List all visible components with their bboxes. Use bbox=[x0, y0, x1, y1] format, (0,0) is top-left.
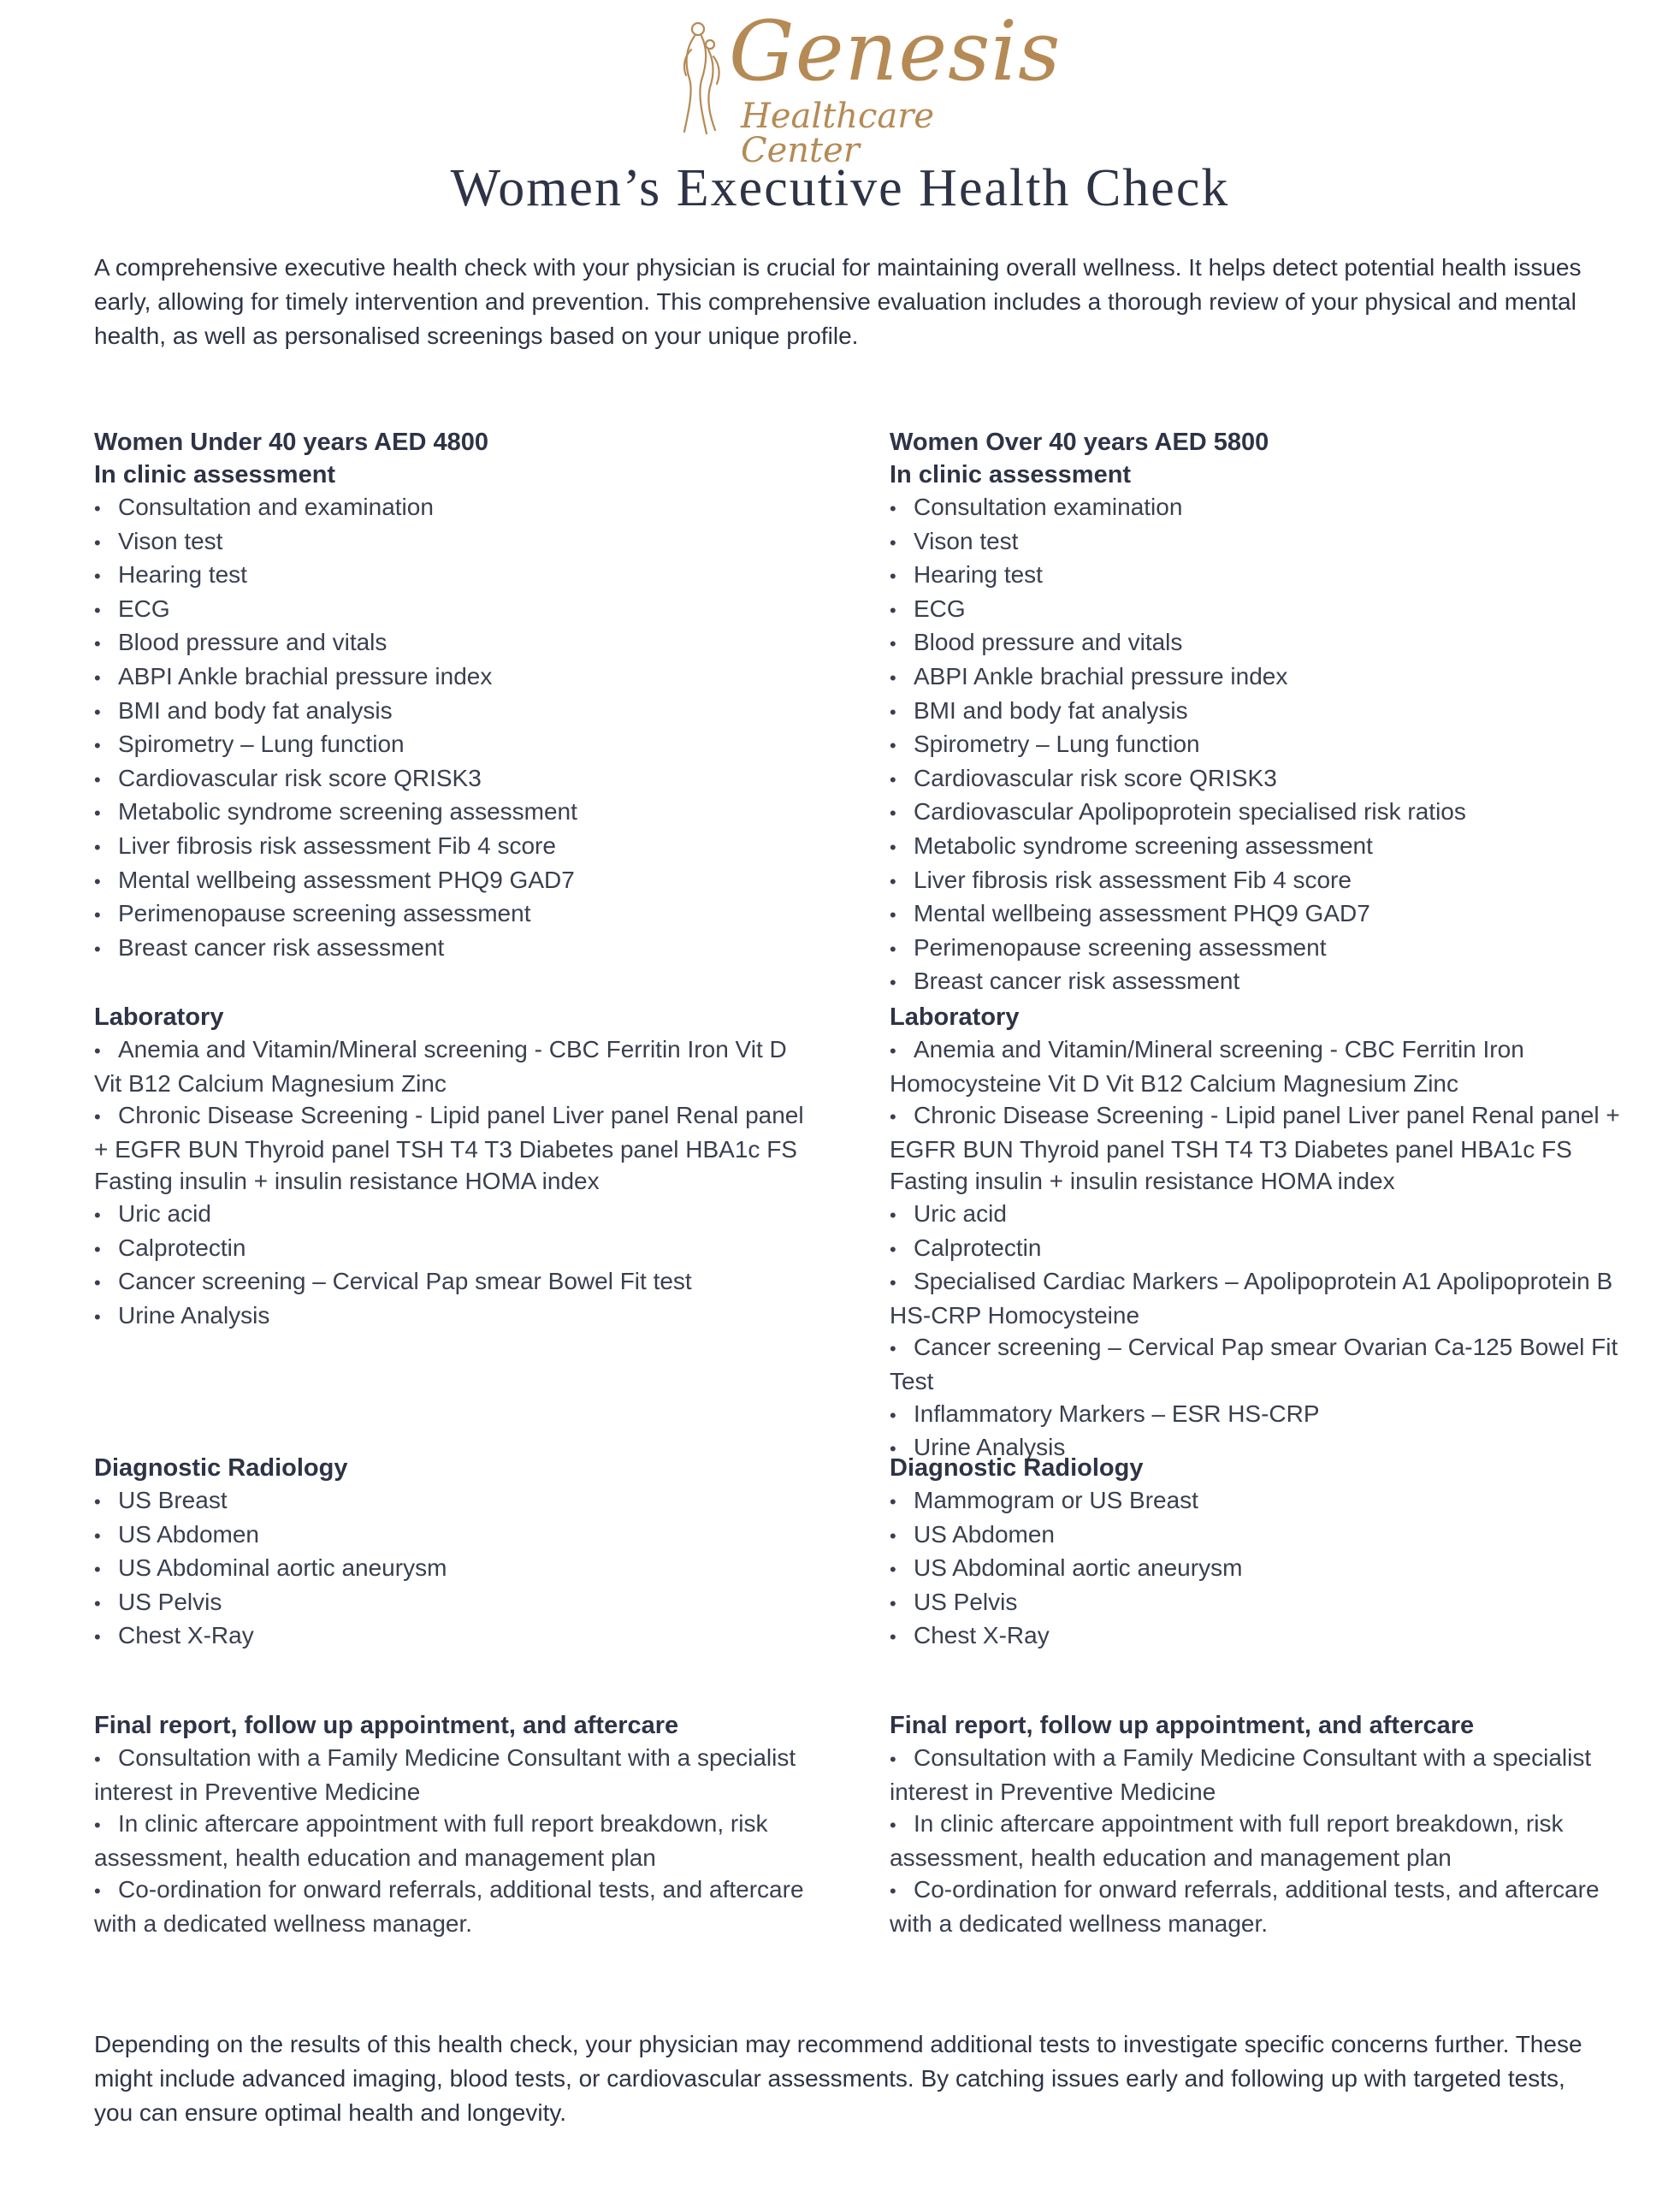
list-item: • Calprotectin bbox=[94, 1232, 813, 1266]
list-item: • Vison test bbox=[94, 525, 813, 559]
section-heading: Laboratory bbox=[890, 1003, 1020, 1031]
list-item: • Hearing test bbox=[890, 559, 1642, 593]
list-item: • Spirometry – Lung function bbox=[890, 728, 1642, 762]
list-item: • Perimenopause screening assessment bbox=[890, 932, 1642, 966]
list-item: • ECG bbox=[94, 593, 813, 627]
list-item: • Co-ordination for onward referrals, additional tests, and aftercare with a dedicated wellness manager. bbox=[94, 1873, 813, 1939]
section-heading: Diagnostic Radiology bbox=[890, 1454, 1144, 1482]
figures-logo-icon bbox=[676, 19, 727, 139]
radiology-section bbox=[94, 1452, 813, 1654]
list-item: • US Abdominal aortic aneurysm bbox=[890, 1552, 1642, 1586]
section-heading: Laboratory bbox=[94, 1003, 224, 1031]
list-item: • Anemia and Vitamin/Mineral screening - CBC Ferritin Iron Vit D Vit B12 Calcium Magnesium Zinc bbox=[94, 1033, 813, 1099]
list-item: • Calprotectin bbox=[890, 1232, 1642, 1266]
list-item: • Consultation with a Family Medicine Consultant with a specialist interest in Preventive Medicine bbox=[890, 1742, 1642, 1808]
radiology-list bbox=[890, 1484, 1642, 1654]
package-name: Women Over 40 years AED 5800 bbox=[890, 429, 1269, 456]
list-item: • Consultation with a Family Medicine Consultant with a specialist interest in Preventive Medicine bbox=[94, 1742, 813, 1808]
list-item: • Chest X-Ray bbox=[94, 1619, 813, 1654]
list-item: • Cancer screening – Cervical Pap smear Ovarian Ca-125 Bowel Fit Test bbox=[890, 1331, 1642, 1397]
genesis-logo bbox=[676, 3, 1062, 170]
list-item: • Liver fibrosis risk assessment Fib 4 score bbox=[94, 830, 813, 864]
section-heading: Diagnostic Radiology bbox=[94, 1454, 348, 1482]
list-item: • Metabolic syndrome screening assessment bbox=[890, 830, 1642, 864]
brand-subtitle: Healthcare Center bbox=[741, 97, 935, 170]
list-item: • US Abdominal aortic aneurysm bbox=[94, 1552, 813, 1586]
list-item: • Breast cancer risk assessment bbox=[94, 932, 813, 966]
list-item: • Perimenopause screening assessment bbox=[94, 897, 813, 932]
laboratory-list bbox=[94, 1033, 813, 1333]
list-item: • Chest X-Ray bbox=[890, 1619, 1642, 1654]
assessment-list bbox=[890, 491, 1642, 999]
brand-name: Genesis bbox=[729, 3, 1062, 99]
list-item: • US Abdomen bbox=[94, 1518, 813, 1553]
list-item: • Uric acid bbox=[890, 1198, 1642, 1232]
final-section bbox=[890, 1709, 1642, 1940]
section-heading: In clinic assessment bbox=[94, 461, 336, 488]
laboratory-section bbox=[94, 1001, 813, 1333]
list-item: • Inflammatory Markers – ESR HS-CRP bbox=[890, 1398, 1642, 1432]
list-item: • Mental wellbeing assessment PHQ9 GAD7 bbox=[94, 864, 813, 898]
final-list bbox=[94, 1742, 813, 1940]
list-item: • US Pelvis bbox=[890, 1586, 1642, 1620]
list-item: • Spirometry – Lung function bbox=[94, 728, 813, 762]
list-item: • Specialised Cardiac Markers – Apolipoprotein A1 Apolipoprotein B HS-CRP Homocysteine bbox=[890, 1265, 1642, 1331]
list-item: • Mental wellbeing assessment PHQ9 GAD7 bbox=[890, 897, 1642, 932]
list-item: • Cancer screening – Cervical Pap smear Bowel Fit test bbox=[94, 1265, 813, 1299]
list-item: • ECG bbox=[890, 593, 1642, 627]
section-heading: In clinic assessment bbox=[890, 461, 1132, 488]
list-item: • Blood pressure and vitals bbox=[890, 626, 1642, 660]
list-item: • Breast cancer risk assessment bbox=[890, 965, 1642, 999]
list-item: • Consultation examination bbox=[890, 491, 1642, 525]
package-name: Women Under 40 years AED 4800 bbox=[94, 429, 488, 456]
final-list bbox=[890, 1742, 1642, 1940]
list-item: • In clinic aftercare appointment with full report breakdown, risk assessment, health education and management plan bbox=[890, 1808, 1642, 1873]
list-item: • Cardiovascular risk score QRISK3 bbox=[890, 762, 1642, 796]
list-item: • Urine Analysis bbox=[890, 1431, 1642, 1465]
laboratory-section bbox=[890, 1001, 1642, 1465]
list-item: • Consultation and examination bbox=[94, 491, 813, 525]
intro-paragraph: A comprehensive executive health check with your physician is crucial for maintaining overall wellness. It helps detect potential health issues early, allowing for timely intervention and prevention. This comprehensive evaluation includes a thorough review of your physical and mental health, as well as personalised screenings based on your unique profile. bbox=[94, 254, 1582, 349]
closing-paragraph: Depending on the results of this health check, your physician may recommend additional tests to investigate specific concerns further. These might include advanced imaging, blood tests, or cardiovascular assessments. By catching issues early and following up with targeted tests, you can ensure optimal health and longevity. bbox=[94, 2031, 1582, 2126]
list-item: • Anemia and Vitamin/Mineral screening - CBC Ferritin Iron Homocysteine Vit D Vit B12 Calcium Magnesium Zinc bbox=[890, 1033, 1642, 1099]
final-section bbox=[94, 1709, 813, 1940]
list-item: • Vison test bbox=[890, 525, 1642, 559]
assessment-list bbox=[94, 491, 813, 965]
list-item: • BMI and body fat analysis bbox=[890, 695, 1642, 729]
list-item: • Hearing test bbox=[94, 559, 813, 593]
laboratory-list bbox=[890, 1033, 1642, 1465]
list-item: • In clinic aftercare appointment with full report breakdown, risk assessment, health education and management plan bbox=[94, 1808, 813, 1873]
list-item: • Uric acid bbox=[94, 1198, 813, 1232]
radiology-list bbox=[94, 1484, 813, 1654]
list-item: • ABPI Ankle brachial pressure index bbox=[94, 660, 813, 695]
list-item: • Co-ordination for onward referrals, additional tests, and aftercare with a dedicated wellness manager. bbox=[890, 1873, 1642, 1939]
assessment-section bbox=[890, 426, 1642, 999]
page-title: Women’s Executive Health Check bbox=[450, 159, 1230, 217]
list-item: • BMI and body fat analysis bbox=[94, 695, 813, 729]
list-item: • Chronic Disease Screening - Lipid panel Liver panel Renal panel + EGFR BUN Thyroid panel TSH T4 T3 Diabetes panel HBA1c FS Fasting insulin + insulin resistance HOMA index bbox=[94, 1099, 813, 1198]
list-item: • Cardiovascular risk score QRISK3 bbox=[94, 762, 813, 796]
list-item: • Metabolic syndrome screening assessment bbox=[94, 796, 813, 830]
section-heading: Final report, follow up appointment, and aftercare bbox=[94, 1712, 679, 1739]
list-item: • Mammogram or US Breast bbox=[890, 1484, 1642, 1518]
list-item: • Blood pressure and vitals bbox=[94, 626, 813, 660]
radiology-section bbox=[890, 1452, 1642, 1654]
list-item: • US Abdomen bbox=[890, 1518, 1642, 1553]
list-item: • Chronic Disease Screening - Lipid panel Liver panel Renal panel + EGFR BUN Thyroid panel TSH T4 T3 Diabetes panel HBA1c FS Fasting insulin + insulin resistance HOMA index bbox=[890, 1099, 1642, 1198]
list-item: • Urine Analysis bbox=[94, 1299, 813, 1334]
list-item: • US Pelvis bbox=[94, 1586, 813, 1620]
list-item: • Cardiovascular Apolipoprotein specialised risk ratios bbox=[890, 796, 1642, 830]
list-item: • ABPI Ankle brachial pressure index bbox=[890, 660, 1642, 695]
assessment-section bbox=[94, 426, 813, 965]
list-item: • US Breast bbox=[94, 1484, 813, 1518]
list-item: • Liver fibrosis risk assessment Fib 4 score bbox=[890, 864, 1642, 898]
section-heading: Final report, follow up appointment, and aftercare bbox=[890, 1712, 1475, 1739]
